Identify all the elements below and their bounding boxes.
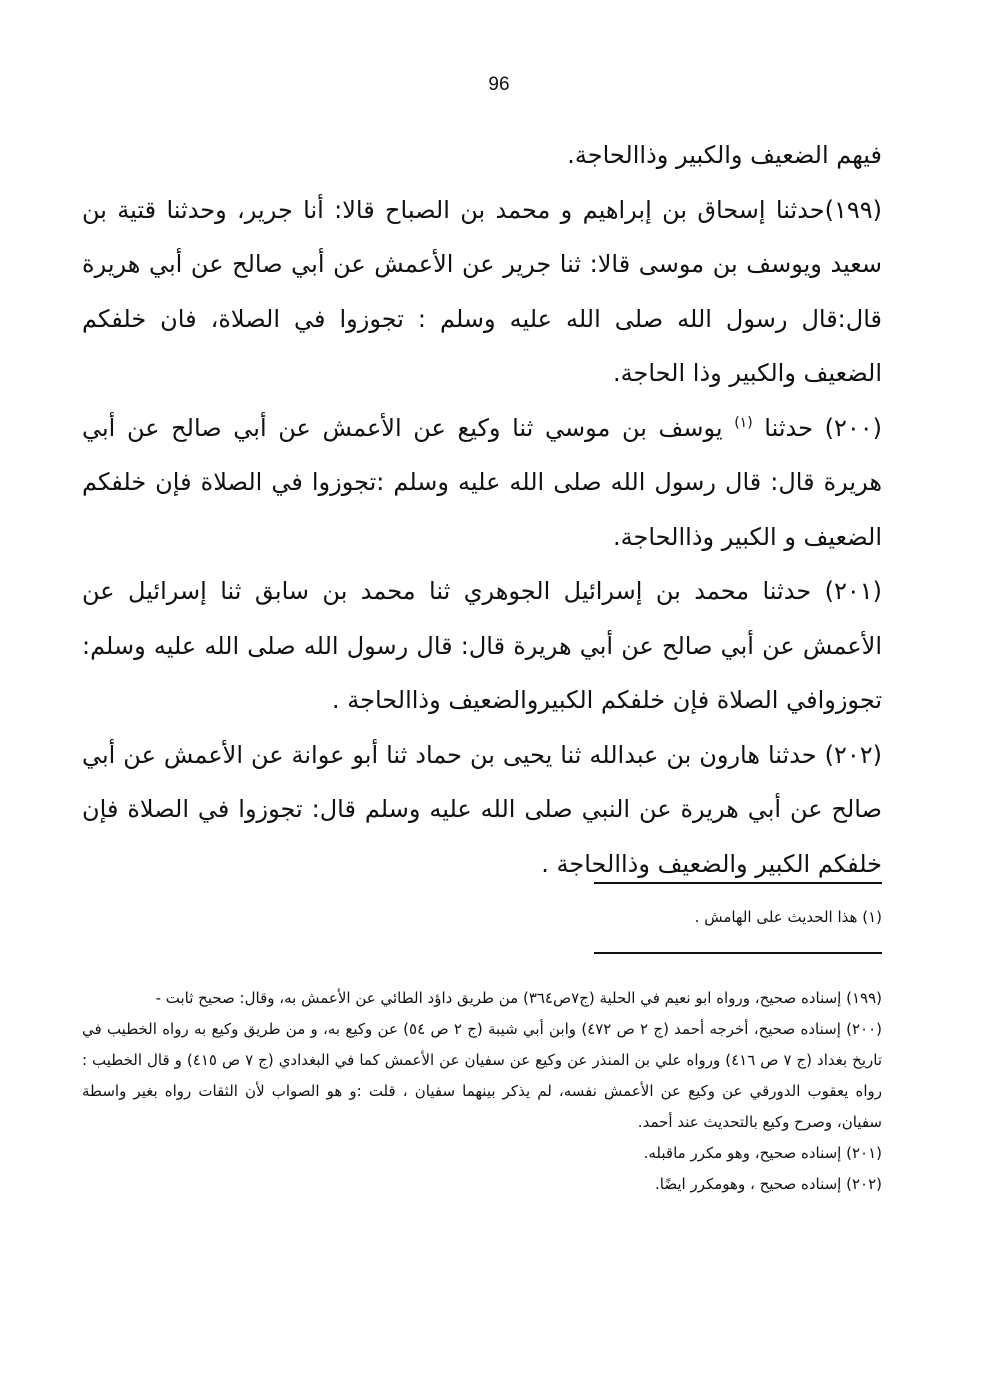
source-note-201: (٢٠١) إسناده صحيح، وهو مكرر ماقبله. bbox=[643, 1144, 882, 1162]
footnote-divider bbox=[594, 882, 882, 884]
footnote-reference: (١) bbox=[734, 414, 753, 431]
page-number: 96 bbox=[488, 74, 510, 95]
hadith-202: (٢٠٢) حدثنا هارون بن عبدالله ثنا يحيى بن حماد ثنا أبو عوانة عن الأعمش عن أبي صالح عن أبي هريرة عن النبي صلى الله عليه وسلم قال: تجوزوا في الصلاة فإن خلفكم الكبير والضعيف وذاالحاجة . bbox=[82, 740, 882, 878]
source-notes-divider bbox=[594, 952, 882, 954]
hadith-200 bbox=[82, 401, 882, 565]
hadith-200-start: (٢٠٠) حدثنا bbox=[764, 413, 882, 442]
footnote: (١) هذا الحديث على الهامش . bbox=[694, 908, 882, 926]
main-text bbox=[82, 128, 882, 891]
hadith-199: (١٩٩)حدثنا إسحاق بن إبراهيم و محمد بن الصباح قالا: أنا جرير، وحدثنا قتية بن سعيد ويوسف بن موسى قالا: ثنا جرير عن الأعمش عن أبي صالح عن أبي هريرة قال:قال رسول الله صلى الله عليه وسلم : تجوزوا في الصلاة، فان خلفكم الضعيف والكبير وذا الحاجة. bbox=[82, 195, 882, 387]
source-note-202: (٢٠٢) إسناده صحيح ، وهومكرر ايضًا. bbox=[655, 1175, 882, 1193]
source-note-199: (١٩٩) إسناده صحيح، ورواه ابو نعيم في الحلية (ج٧ص٣٦٤) من طريق داؤد الطائي عن الأعمش به، وقال: صحيح ثابت - bbox=[155, 989, 882, 1007]
hadith-201: (٢٠١) حدثنا محمد بن إسرائيل الجوهري ثنا محمد بن سابق ثنا إسرائيل عن الأعمش عن أبي صالح عن أبي هريرة قال: قال رسول الله صلى الله عليه وسلم: تجوزوافي الصلاة فإن خلفكم الكبيروالضعيف وذاالحاجة . bbox=[82, 577, 882, 714]
source-note-200: (٢٠٠) إسناده صحيح، أخرجه أحمد (ج ٢ ص ٤٧٢) وابن أبي شيبة (ج ٢ ص ٥٤) عن وكيع به، و من طريق وكيع به رواه الخطيب في تاريخ بغداد (ج ٧ ص ٤١٦) ورواه علي بن المنذر عن وكيع عن سفيان عن الأعمش كما في البغدادي (ج ٧ ص ٤١٥) و قال الخطيب : رواه يعقوب الدورقي عن وكيع عن الأعمش نفسه، لم يذكر بينهما سفيان ، قلت :و هو الصواب لأن الثقات رواه بغير واسطة سفيان، وصرح وكيع بالتحديث عند أحمد. bbox=[82, 1020, 883, 1131]
hadith-200-text: يوسف بن موسي ثنا وكيع عن الأعمش عن أبي صالح عن أبي هريرة قال: قال رسول الله صلى الله عليه وسلم :تجوزوا في الصلاة فإن خلفكم الضعيف و الكبير وذاالحاجة. bbox=[82, 413, 882, 551]
paragraph-continuation: فيهم الضعيف والكبير وذاالحاجة. bbox=[567, 141, 882, 169]
source-notes bbox=[82, 983, 882, 1200]
